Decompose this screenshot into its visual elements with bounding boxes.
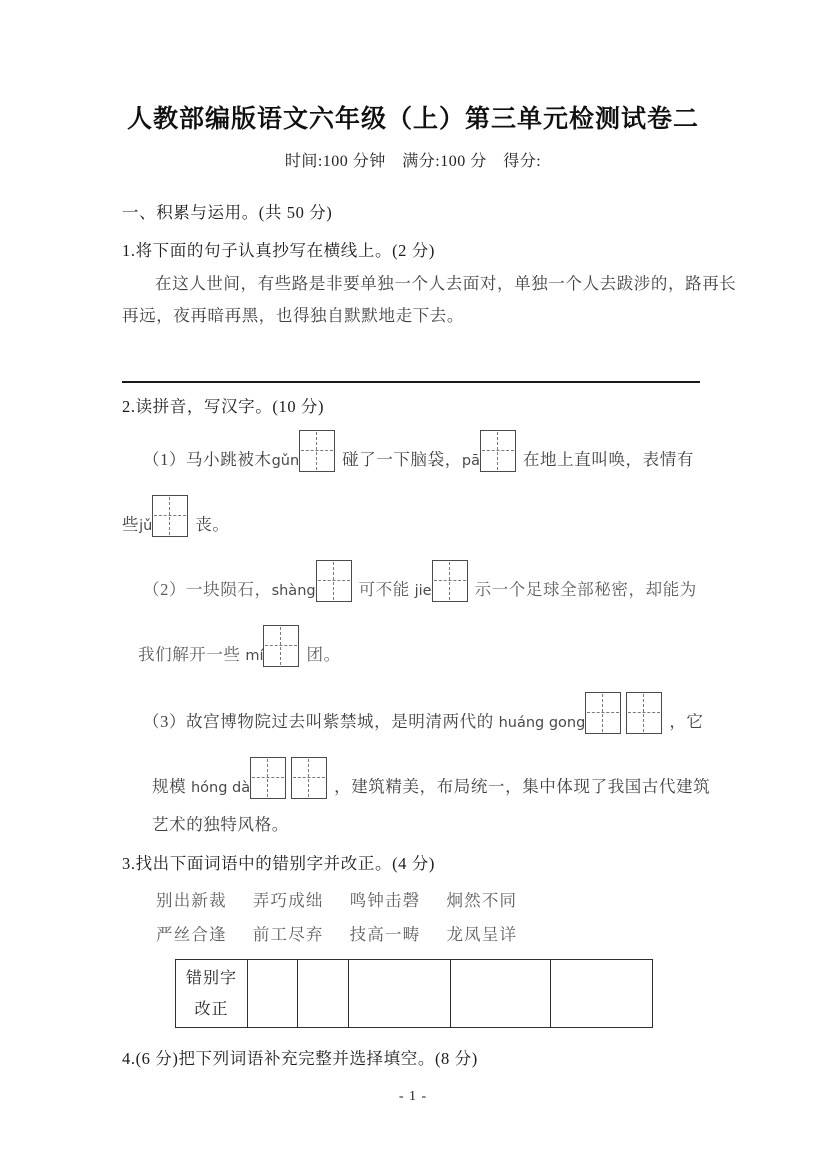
- table-header-cell: [176, 960, 248, 1028]
- text-segment: 可不能: [358, 579, 415, 599]
- idiom-word: 技高一畴: [349, 925, 421, 944]
- tianzige-box: [316, 560, 352, 602]
- idiom-word: 龙凤呈详: [446, 925, 518, 944]
- pinyin-text: huáng gong: [498, 714, 586, 731]
- pinyin-item-3-line-3: 艺术的独特风格。: [152, 815, 289, 834]
- page-title: 人教部编版语文六年级（上）第三单元检测试卷二: [126, 106, 699, 133]
- answer-cell: [451, 960, 551, 1028]
- tianzige-box: [626, 692, 662, 734]
- pinyin-text: jǔ: [139, 517, 153, 534]
- question-1-label: 1.将下面的句子认真抄写在横线上。(2 分): [122, 241, 435, 260]
- pinyin-text: jie: [414, 582, 432, 599]
- pinyin-text: gǔn: [271, 452, 300, 469]
- pinyin-text: mí: [245, 647, 264, 664]
- idiom-word: 别出新裁: [156, 891, 227, 910]
- text-segment: 些: [122, 514, 140, 534]
- pinyin-item-1-line-1: [143, 430, 694, 472]
- error-correction-table: [175, 959, 653, 1028]
- answer-writing-line: [122, 381, 700, 383]
- question-3-label: 3.找出下面词语中的错别字并改正。(4 分): [122, 854, 435, 873]
- text-segment: （2）一块陨石，: [143, 579, 272, 599]
- copy-sentence-line-1: 在这人世间，有些路是非要单独一个人去面对，单独一个人去跋涉的，路再长: [155, 274, 737, 293]
- pinyin-item-2-line-1: [143, 560, 697, 602]
- text-segment: ，建筑精美，布局统一，集中体现了我国古代建筑: [334, 776, 711, 796]
- pinyin-text: pā: [461, 452, 480, 469]
- text-segment: 在地上直叫唤，表情有: [522, 449, 694, 469]
- text-segment: 我们解开一些: [138, 644, 246, 664]
- idiom-words-row-2: [156, 921, 517, 945]
- tianzige-box: [480, 430, 516, 472]
- tianzige-box: [152, 495, 188, 537]
- tianzige-box: [291, 757, 327, 799]
- text-segment: 示一个足球全部秘密，却能为: [474, 579, 697, 599]
- error-char-row-label: 错别字: [185, 969, 237, 987]
- idiom-word: 前工尽弃: [252, 925, 324, 944]
- question-4-label: 4.(6 分)把下列词语补充完整并选择填空。(8 分): [122, 1049, 478, 1068]
- pinyin-item-2-line-2: [138, 625, 341, 667]
- answer-cell: [298, 960, 349, 1028]
- text-segment: （3）故宫博物院过去叫紫禁城，是明清两代的: [143, 711, 499, 731]
- tianzige-box: [263, 625, 299, 667]
- tianzige-box: [432, 560, 468, 602]
- pinyin-item-1-line-2: [122, 495, 230, 537]
- pinyin-text: hóng dà: [190, 779, 251, 796]
- exam-info-line: 时间:100 分钟 满分:100 分 得分:: [284, 153, 542, 170]
- idiom-word: 鸣钟击磬: [349, 891, 421, 910]
- answer-cell: [349, 960, 451, 1028]
- tianzige-box: [585, 692, 621, 734]
- text-segment: 团。: [306, 644, 341, 664]
- question-2-label: 2.读拼音，写汉字。(10 分): [122, 397, 325, 416]
- section-1-heading: 一、积累与运用。(共 50 分): [122, 203, 333, 222]
- correction-row-label: 改正: [194, 1000, 229, 1018]
- tianzige-box: [299, 430, 335, 472]
- answer-cell: [551, 960, 653, 1028]
- text-segment: 丧。: [195, 514, 230, 534]
- text-segment: 规模: [152, 776, 191, 796]
- pinyin-item-3-line-1: [143, 692, 704, 734]
- answer-cell: [248, 960, 298, 1028]
- text-segment: 碰了一下脑袋，: [342, 449, 462, 469]
- copy-sentence-line-2: 再远，夜再暗再黑，也得独自默默地走下去。: [122, 306, 464, 325]
- idiom-word: 炯然不同: [446, 891, 518, 910]
- text-segment: （1）马小跳被木: [143, 449, 272, 469]
- page-number: - 1 -: [398, 1089, 428, 1104]
- idiom-word: 严丝合逢: [156, 925, 227, 944]
- idiom-words-row-1: [156, 887, 517, 911]
- text-segment: ，它: [669, 711, 704, 731]
- idiom-word: 弄巧成绌: [252, 891, 324, 910]
- tianzige-box: [250, 757, 286, 799]
- pinyin-item-3-line-2: [152, 757, 710, 799]
- pinyin-text: shàng: [271, 582, 316, 599]
